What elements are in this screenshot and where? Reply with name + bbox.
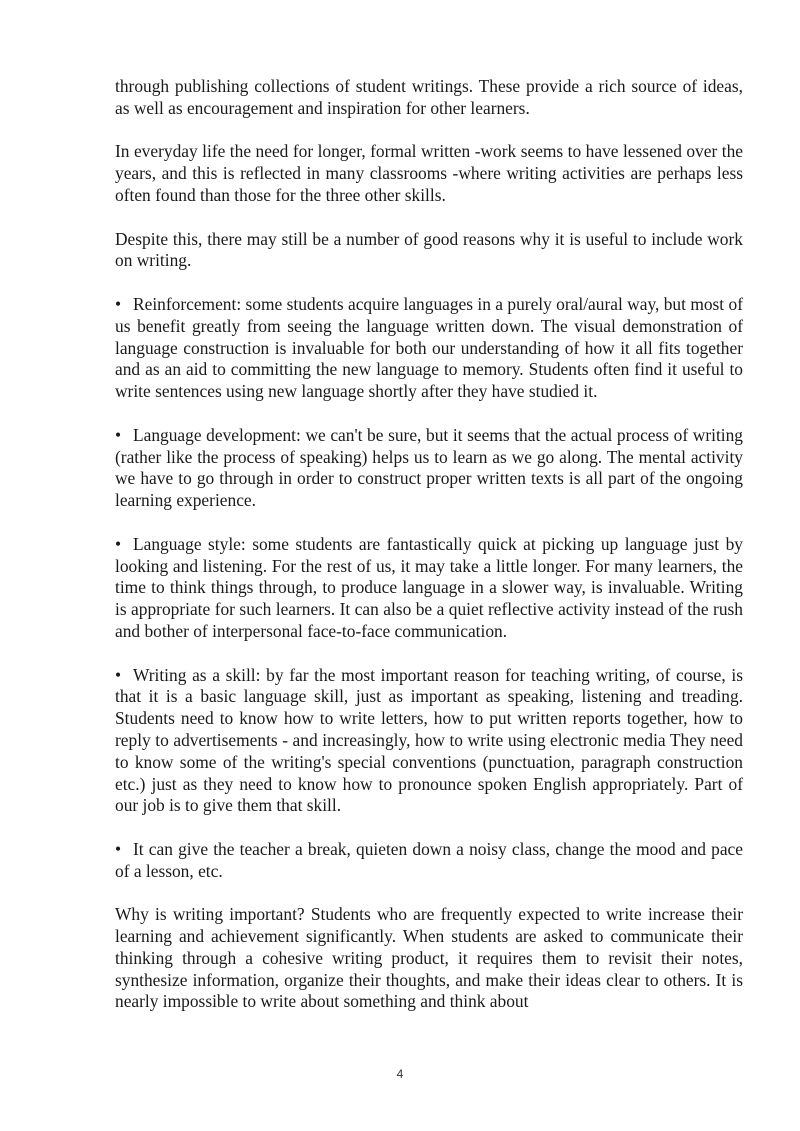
bullet-text: Language development: we can't be sure, but it seems that the actual process of writing (rather like the process of speaking) helps us to learn as we go along. The mental activity we have to go through in order to construct proper written texts is all part of the ongoing learning experience.	[115, 424, 743, 511]
paragraph-text: through publishing collections of student writings. These provide a rich source of ideas, as well as encouragement and inspiration for other learners.	[115, 76, 743, 118]
bullet-icon: •	[115, 293, 122, 314]
paragraph-text: Despite this, there may still be a number of good reasons why it is useful to include work on writing.	[115, 228, 743, 271]
paragraph-text: In everyday life the need for longer, formal written -work seems to have lessened over the years, and this is reflected in many classrooms -where writing activities are perhaps less often found than those for the three other skills.	[115, 141, 743, 205]
bullet-icon: •	[115, 838, 122, 859]
bullet-item-reinforcement	[115, 294, 743, 403]
bullet-item-writing-as-a-skill	[115, 665, 743, 818]
bullet-icon: •	[115, 664, 122, 685]
bullet-text: Writing as a skill: by far the most important reason for teaching writing, of course, is that it is a basic language skill, just as important as speaking, listening and treading. Students need to know how to write letters, how to put written reports together, how to reply to advertisements - and increasingly, how to write using electronic media They need to know some of the writing's special conventions (punctuation, paragraph construction etc.) just as they need to know how to pronounce spoken English appropriately. Part of our job is to give them that skill.	[115, 664, 743, 816]
paragraph	[115, 229, 743, 273]
bullet-text: It can give the teacher a break, quieten down a noisy class, change the mood and pace of a lesson, etc.	[115, 838, 743, 881]
bullet-icon: •	[115, 424, 122, 445]
body-text	[115, 76, 743, 1035]
bullet-item-teacher-break	[115, 839, 743, 883]
bullet-item-language-style	[115, 534, 743, 643]
bullet-text: Reinforcement: some students acquire languages in a purely oral/aural way, but most of us benefit greatly from seeing the language written down. The visual demonstration of language construction is invaluable for both our understanding of how it all fits together and as an aid to committing the new language to memory. Students often find it useful to write sentences using new language shortly after they have studied it.	[115, 293, 743, 402]
paragraph	[115, 904, 743, 1013]
paragraph	[115, 141, 743, 206]
bullet-text: Language style: some students are fantastically quick at picking up language just by looking and listening. For the rest of us, it may take a little longer. For many learners, the time to think things through, to produce language in a slower way, is invaluable. Writing is appropriate for such learners. It can also be a quiet reflective activity instead of the rush and bother of interpersonal face-to-face communication.	[115, 533, 743, 641]
page-number: 4	[396, 1067, 404, 1081]
paragraph-text: Why is writing important? Students who are frequently expected to write increase their learning and achievement significantly. When students are asked to communicate their thinking through a cohesive writing product, it requires them to revisit their notes, synthesize information, organize their thoughts, and make their ideas clear to others. It is nearly impossible to write about something and think about	[115, 904, 743, 1012]
paragraph	[115, 76, 743, 120]
bullet-icon: •	[115, 533, 122, 554]
bullet-item-language-development	[115, 425, 743, 512]
